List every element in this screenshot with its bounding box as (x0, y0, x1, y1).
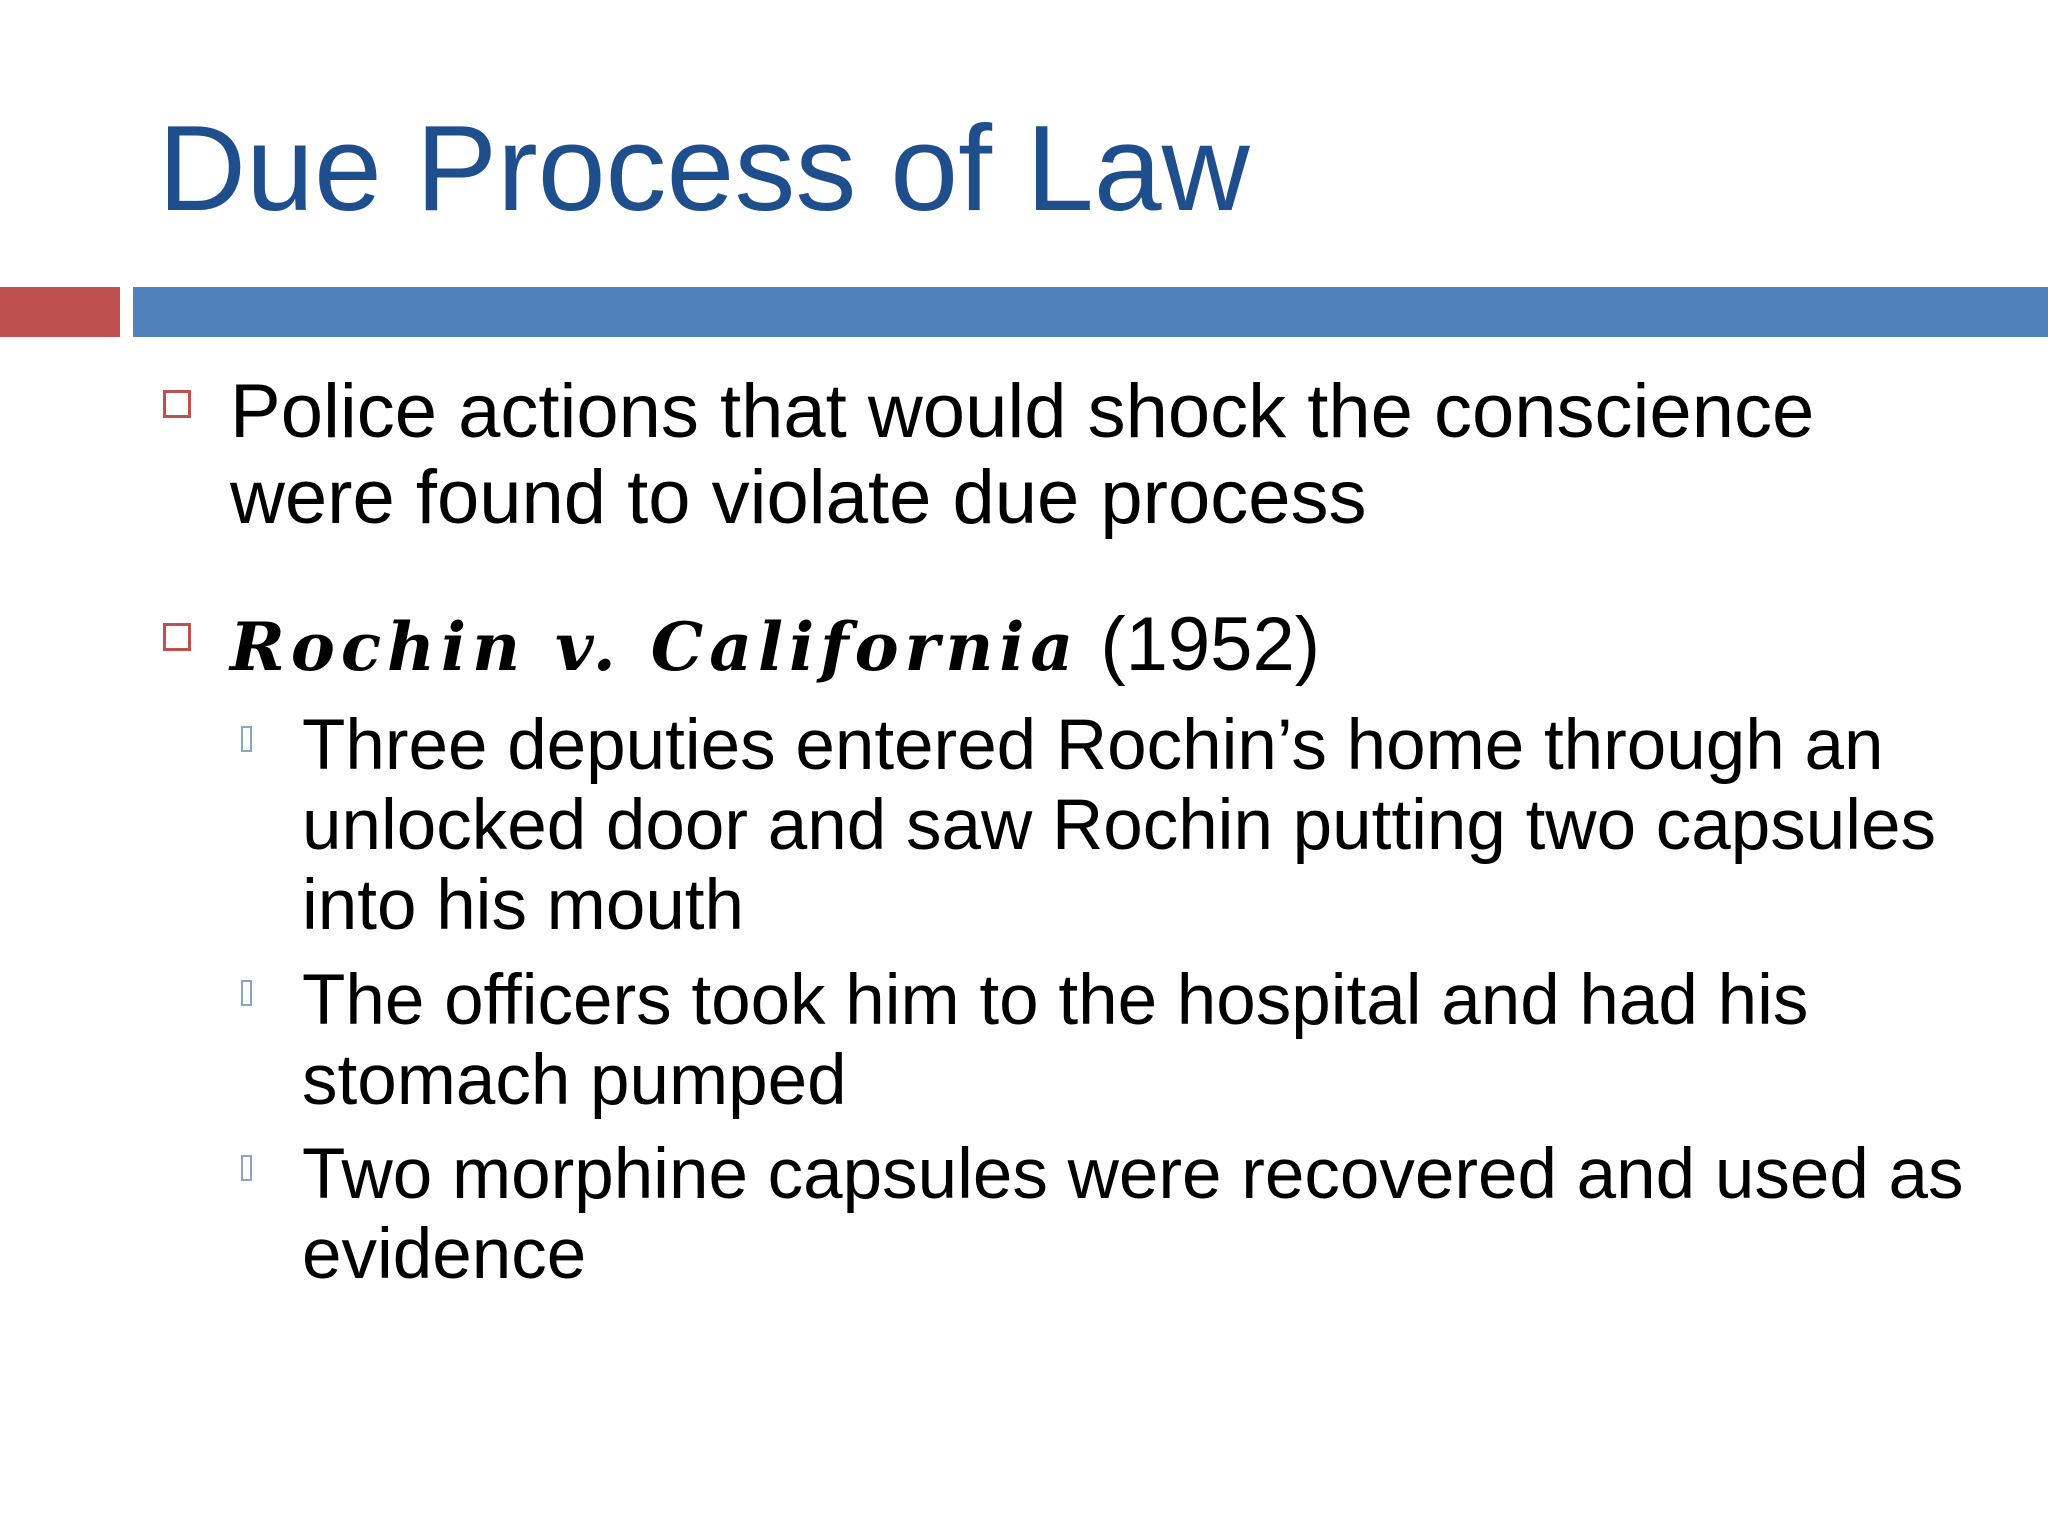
slide-title: Due Process of Law (158, 100, 1250, 236)
sub-bullet-icon (241, 980, 252, 1006)
bullet-item: Police actions that would shock the conscience were found to violate due process (230, 369, 1815, 540)
sub-bullet-item: Two morphine capsules were recovered and used as evidence (302, 1135, 1964, 1294)
bullet-item-case (230, 602, 1970, 690)
case-year: (1952) (1100, 602, 1321, 687)
case-name: Rochin v. California (230, 608, 1080, 686)
bullet-square-icon (163, 390, 191, 418)
sub-bullet-item: Three deputies entered Rochin’s home through an unlocked door and saw Rochin putting two capsules into his mouth (302, 706, 1937, 945)
sub-bullet-item: The officers took him to the hospital and had his stomach pumped (302, 961, 1809, 1120)
title-accent-bar-red (0, 287, 120, 337)
title-accent-bar-blue (133, 287, 2048, 337)
sub-bullet-icon (241, 1155, 252, 1181)
sub-bullet-icon (241, 726, 252, 752)
bullet-square-icon (163, 623, 191, 651)
